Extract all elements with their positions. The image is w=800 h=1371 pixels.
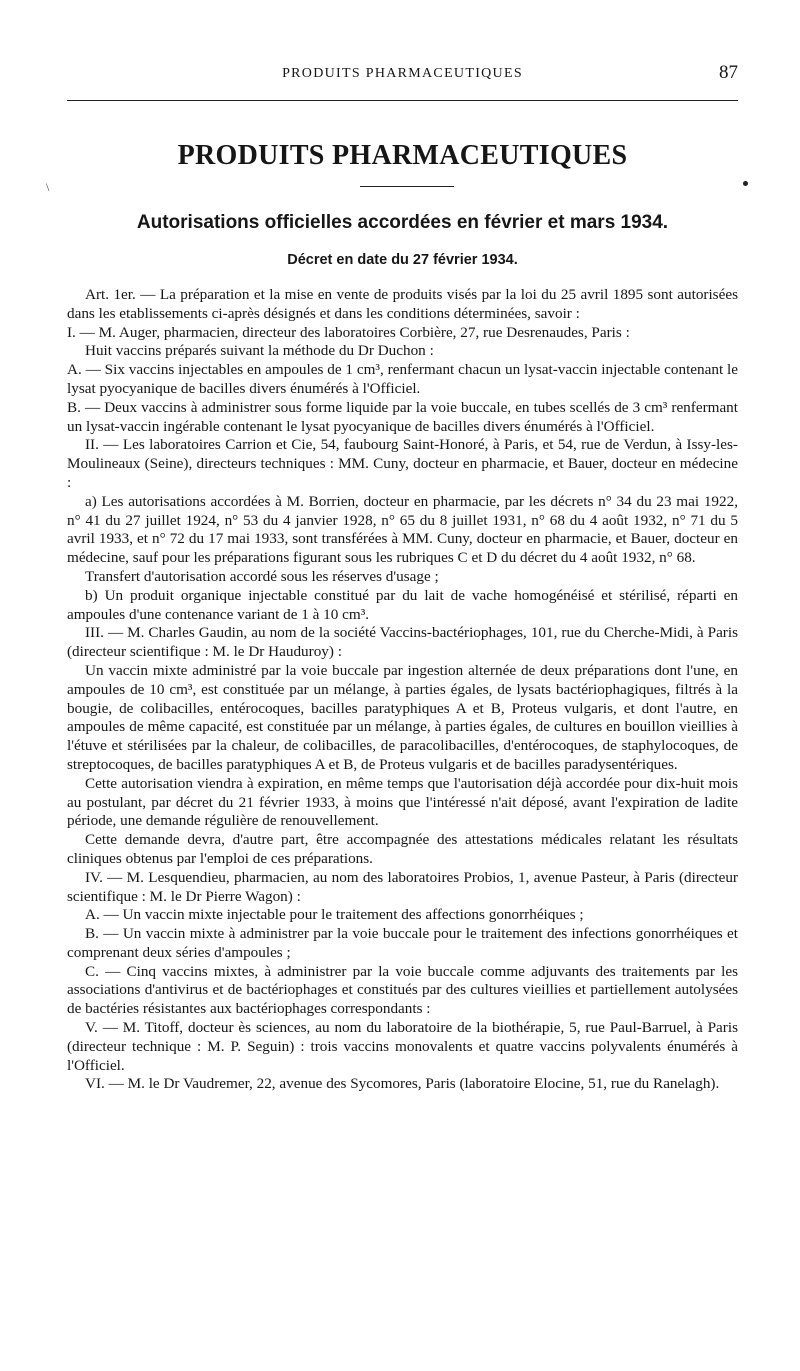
header-rule (67, 100, 738, 101)
paragraph-i: I. — M. Auger, pharmacien, directeur des laboratoires Corbière, 27, rue Desrenaudes, Paris : (67, 323, 630, 341)
subtitle: Autorisations officielles accordées en février et mars 1934. (136, 212, 669, 233)
paragraph-ii: II. — Les laboratoires Carrion et Cie, 54, faubourg Saint-Honoré, à Paris, et 54, rue de Verdun, à Issy-les-Moulineaux (Seine), directeurs techniques : MM. Cuny, docteur en pharmacie, et Bauer, docteur en médecine : (67, 436, 738, 491)
paragraph-ii-a: a) Les autorisations accordées à M. Borrien, docteur en pharmacie, par les décrets n° 34 du 23 mai 1922, n° 41 du 27 juillet 1924, n° 53 du 4 janvier 1928, n° 65 du 8 juillet 1931, n° 68 du 4 août 1932, n° 71 du 5 avril 1933, et n° 72 du 17 mai 1933, sont transférées à MM. Cuny, docteur en pharmacie, et Bauer, docteur en médecine, sauf pour les préparations figurant sous les rubriques C et D du décret du 4 août 1932, n° 68. (67, 492, 738, 567)
paragraph-iv-a: A. — Un vaccin mixte injectable pour le traitement des affections gonorrhéiques ; (85, 906, 584, 924)
paragraph-iv: IV. — M. Lesquendieu, pharmacien, au nom des laboratoires Probios, 1, avenue Pasteur, à Paris (directeur scientifique : M. le Dr Pierre Wagon) : (67, 868, 738, 905)
paragraph-i-intro: Huit vaccins préparés suivant la méthode du Dr Duchon : (85, 342, 434, 360)
paragraph-iv-b: B. — Un vaccin mixte à administrer par la voie buccale pour le traitement des infections gonorrhéiques et comprenant deux séries d'ampoules ; (67, 925, 738, 961)
paragraph-ii-b: b) Un produit organique injectable constitué par du lait de vache homogénéisé et stérilisé, réparti en ampoules d'une contenance variant de 1 à 10 cm³. (67, 586, 738, 623)
title-rule (360, 186, 454, 187)
paragraph-vi: VI. — M. le Dr Vaudremer, 22, avenue des Sycomores, Paris (laboratoire Elocine, 51, rue du Ranelagh). (85, 1075, 720, 1093)
running-head (67, 62, 738, 86)
running-title: PRODUITS PHARMACEUTIQUES (282, 66, 523, 81)
paragraph-v: V. — M. Titoff, docteur ès sciences, au nom du laboratoire de la biothérapie, 5, rue Paul-Barruel, à Paris (directeur technique : M. P. Seguin) : trois vaccins monovalents et quatre vaccins polyvalents énumérés à l'Officiel. (67, 1019, 738, 1074)
body-text (67, 286, 738, 1094)
paragraph-i-a: A. — Six vaccins injectables en ampoules de 1 cm³, renfermant chacun un lysat-vaccin injectable contenant le lysat pyocyanique de bacilles divers énumérés à l'Officiel. (67, 361, 738, 397)
paragraph-iv-c: C. — Cinq vaccins mixtes, à administrer par la voie buccale comme adjuvants des traitements par les associations d'antivirus et de bactériophages et constitués par des cultures vieillies et partiellement autolysées de bactéries résistantes aux bactériophages correspondants : (67, 962, 738, 1018)
paragraph-iii: III. — M. Charles Gaudin, au nom de la société Vaccins-bactériophages, 101, rue du Cherche-Midi, à Paris (directeur scientifique : M. le Dr Hauduroy) : (67, 624, 738, 661)
page-number: 87 (719, 62, 738, 83)
margin-mark: \ (46, 180, 50, 194)
paragraph-art1: Art. 1er. — La préparation et la mise en vente de produits visés par la loi du 25 avril 1895 sont autorisées dans les etablissements ci-après désignés et dans les conditions déterminées, savoir : (67, 286, 738, 322)
paragraph-i-b: B. — Deux vaccins à administrer sous forme liquide par la voie buccale, en tubes scellés de 3 cm³ renfermant un lysat-vaccin ingérable contenant le lysat pyocyanique de bacilles divers énumérés à l'Officiel. (67, 398, 738, 435)
decree-heading: Décret en date du 27 février 1934. (287, 252, 518, 268)
paragraph-iii-vaccine: Un vaccin mixte administré par la voie buccale par ingestion alternée de deux préparations dont l'une, en ampoules de 10 cm³, est constituée par un mélange, à parties égales, de lysats bactériophagiques, filtrés à la bougie, de colibacilles, entérocoques, bacilles paratyphiques A et B, Proteus vulgaris, et dont l'autre, en ampoules de même capacité, est constituée par un mélange, à parties égales, de cultures en bouillon vieillies à l'étuve et stérilisées par la chaleur, de colibacilles, de paracolibacilles, d'entérocoques, de staphylocoques, de streptocoques, de bacilles paratyphiques A et B, de Proteus vulgaris et de bacilles paradysentériques. (67, 661, 738, 773)
paragraph-iii-expiry: Cette autorisation viendra à expiration, en même temps que l'autorisation déjà accordée pour dix-huit mois au postulant, par décret du 21 février 1933, à moins que l'intéressé n'ait déposé, avant l'expiration de ladite période, une demande régulière de renouvellement. (67, 774, 738, 830)
margin-dot (743, 181, 748, 186)
main-title: PRODUITS PHARMACEUTIQUES (177, 140, 628, 171)
paragraph-iii-request: Cette demande devra, d'autre part, être accompagnée des attestations médicales relatant les résultats cliniques obtenus par l'emploi de ces préparations. (67, 831, 738, 867)
paragraph-transfer: Transfert d'autorisation accordé sous les réserves d'usage ; (85, 567, 439, 585)
